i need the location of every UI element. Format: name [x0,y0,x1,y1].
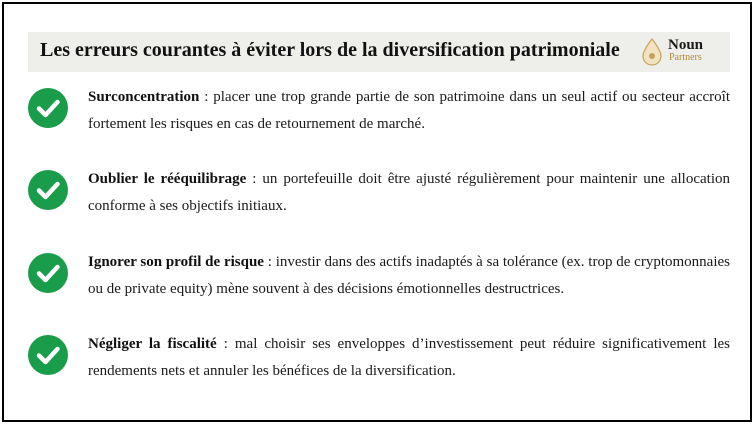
item-description: : investir dans des actifs inadaptés à sa tolérance (ex. trop de cryptomonnaies ou de private equity) mène souvent à des décisions émotionnelles destructrices. [88,254,730,297]
check-icon [28,253,68,293]
item-term: Oublier le rééquilibrage [88,171,247,187]
drop-logo-icon [640,38,664,66]
item-text [88,249,730,303]
noun-partners-logo [640,36,726,68]
list-item [28,331,732,391]
item-text [88,166,730,220]
item-term: Négliger la fiscalité [88,336,217,352]
list-item [28,249,732,309]
item-text [88,84,730,138]
check-icon [28,88,68,128]
slide [2,2,752,422]
logo-subtitle: Partners [669,52,702,63]
item-description: : placer une trop grande partie de son patrimoine dans un seul actif ou secteur accroît fortement les risques en cas de retournement de marché. [88,89,730,132]
list-item [28,84,732,144]
list-item [28,166,732,226]
item-description: : un portefeuille doit être ajusté régulièrement pour maintenir une allocation conforme à ses objectifs initiaux. [88,171,731,214]
item-description: : mal choisir ses enveloppes d’investissement peut réduire significativement les rendements nets et annuler les bénéfices de la diversification. [88,336,730,379]
check-icon [28,335,68,375]
check-icon [28,170,68,210]
page-title: Les erreurs courantes à éviter lors de la diversification patrimoniale [40,39,620,61]
item-term: Ignorer son profil de risque [88,254,264,270]
item-term: Surconcentration [88,89,200,105]
title-banner [28,32,730,72]
logo-name: Noun [668,37,704,53]
item-text [88,331,730,385]
